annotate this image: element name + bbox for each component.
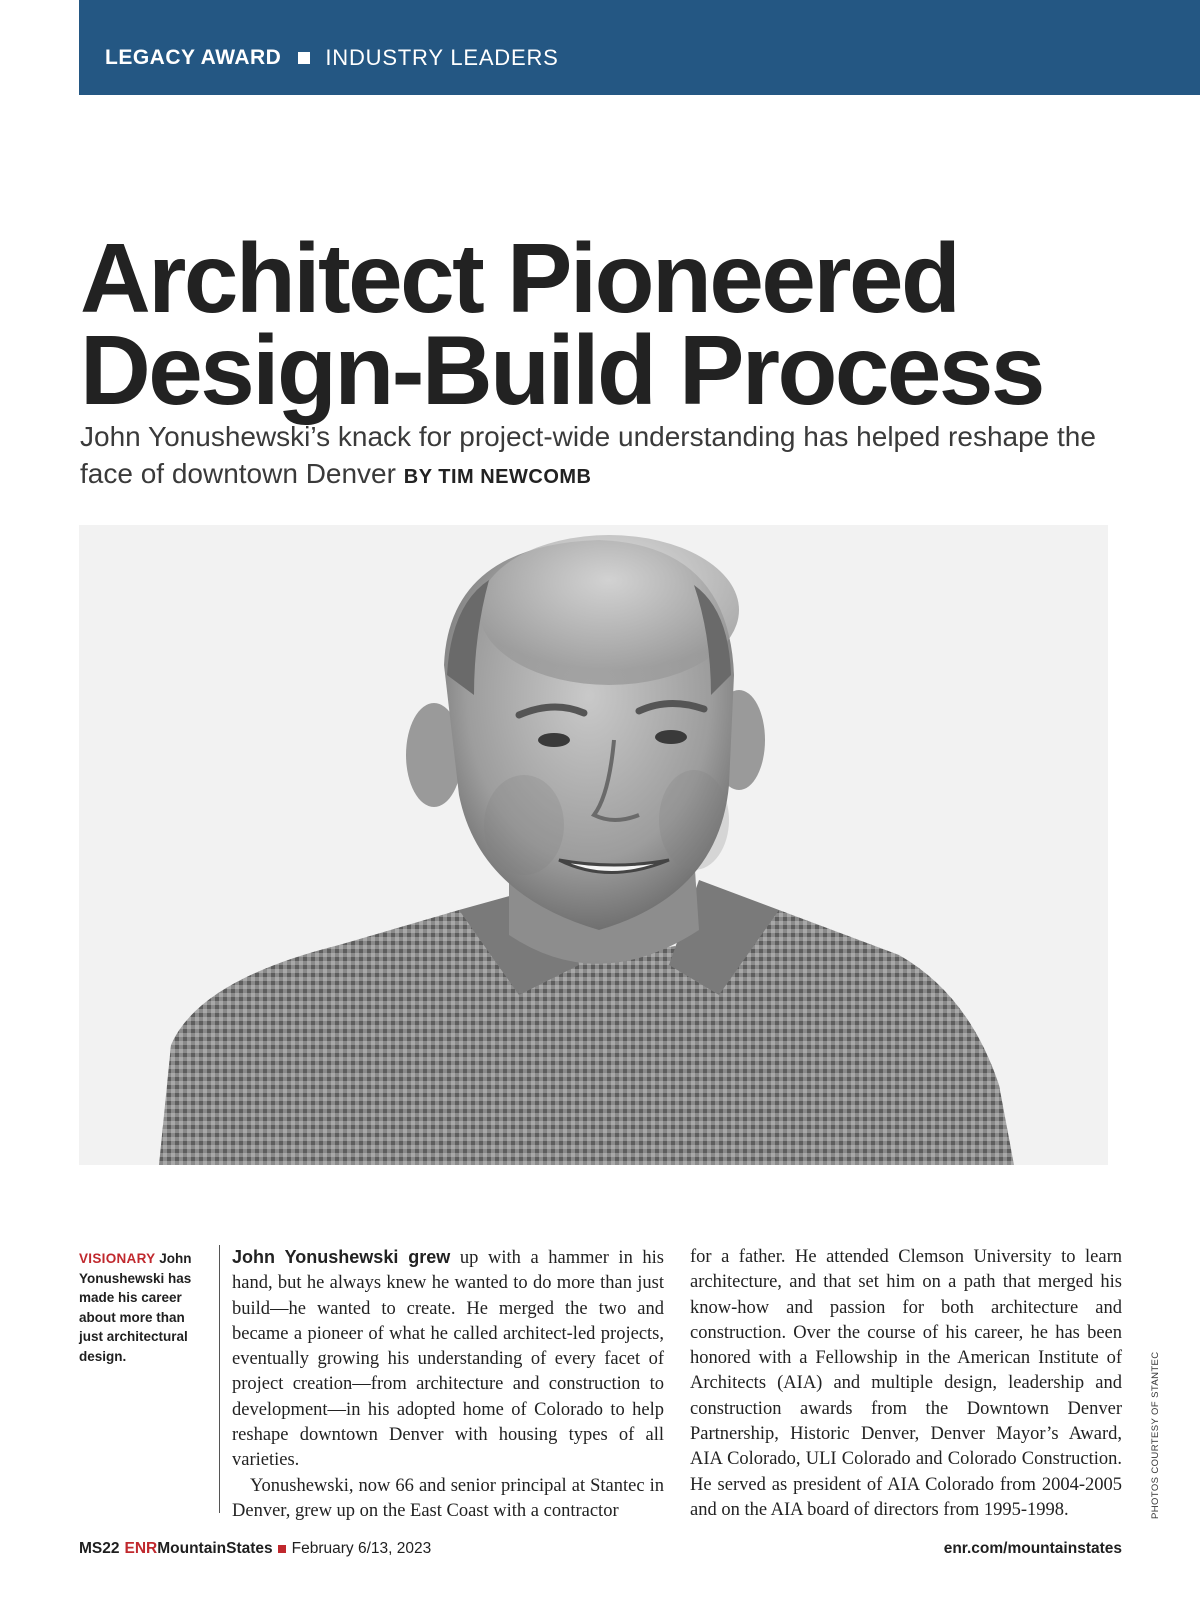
article-dek xyxy=(80,418,1140,496)
body-paragraph-2: Yonushewski, now 66 and senior principal at Stantec in Denver, grew up on the East Coast with a contractor xyxy=(232,1475,664,1521)
byline: BY TIM NEWCOMB xyxy=(403,466,592,488)
banner-section: INDUSTRY LEADERS xyxy=(325,44,559,70)
body-paragraph-3: for a father. He attended Clemson University to learn architecture, and that set him on a path that merged his know-how and passion for both architecture and construction. Over the course of his career, he has been honored with a Fellowship in the American Institute of Architects (AIA) and multiple design, leadership and construction awards from the Downtown Denver Partnership, Historic Denver, Denver Mayor’s Award, AIA Colorado, ULI Colorado and Colorado Construction. He served as president of AIA Colorado from 2004-2005 and on the AIA board of directors from 1995-1998. xyxy=(690,1247,1122,1520)
portrait-illustration-icon xyxy=(79,525,1108,1165)
article-column-2 xyxy=(690,1245,1122,1523)
article-headline xyxy=(80,223,1180,425)
body-text: up with a hammer in his hand, but he always knew he wanted to do more than just build—he wanted to create. He merged the two and became a pioneer of what he called architect-led projects, eventually growing his understanding of every facet of project creation—from architecture and construction to development—in his adopted home of Colorado to help reshape downtown Denver with housing types of all varieties. xyxy=(232,1248,664,1471)
headline-line-1: Architect Pioneered xyxy=(80,223,959,333)
headline-line-2: Design-Build Process xyxy=(80,315,1043,425)
column-divider xyxy=(219,1245,220,1513)
page-number: MS22 xyxy=(79,1540,120,1557)
body-paragraph xyxy=(232,1245,664,1474)
page-footer xyxy=(79,1540,1122,1558)
photo-caption xyxy=(79,1249,203,1366)
photo-credit-text: PHOTOS COURTESY OF STANTEC xyxy=(1150,1351,1161,1519)
body-lead-in: John Yonushewski grew xyxy=(232,1247,451,1267)
footer-folio xyxy=(79,1540,431,1558)
section-banner xyxy=(79,0,1200,95)
issue-date: February 6/13, 2023 xyxy=(291,1540,432,1557)
portrait-photo xyxy=(79,525,1108,1165)
brand-mountainstates: MountainStates xyxy=(157,1540,273,1557)
article-column-1 xyxy=(232,1245,664,1524)
caption-text: John Yonushewski has made his career about more than just architectural design. xyxy=(79,1251,192,1364)
banner-square-icon xyxy=(298,52,310,64)
dek-text: John Yonushewski’s knack for project-wide understanding has helped reshape the face of downtown Denver xyxy=(80,421,1096,489)
banner-kicker: LEGACY AWARD xyxy=(105,45,282,69)
brand-enr: ENR xyxy=(124,1540,158,1557)
footer-url-link[interactable]: enr.com/mountainstates xyxy=(943,1540,1122,1557)
footer-square-icon xyxy=(278,1545,286,1553)
photo-credit xyxy=(1150,1351,1162,1600)
caption-lead: VISIONARY xyxy=(79,1251,156,1266)
